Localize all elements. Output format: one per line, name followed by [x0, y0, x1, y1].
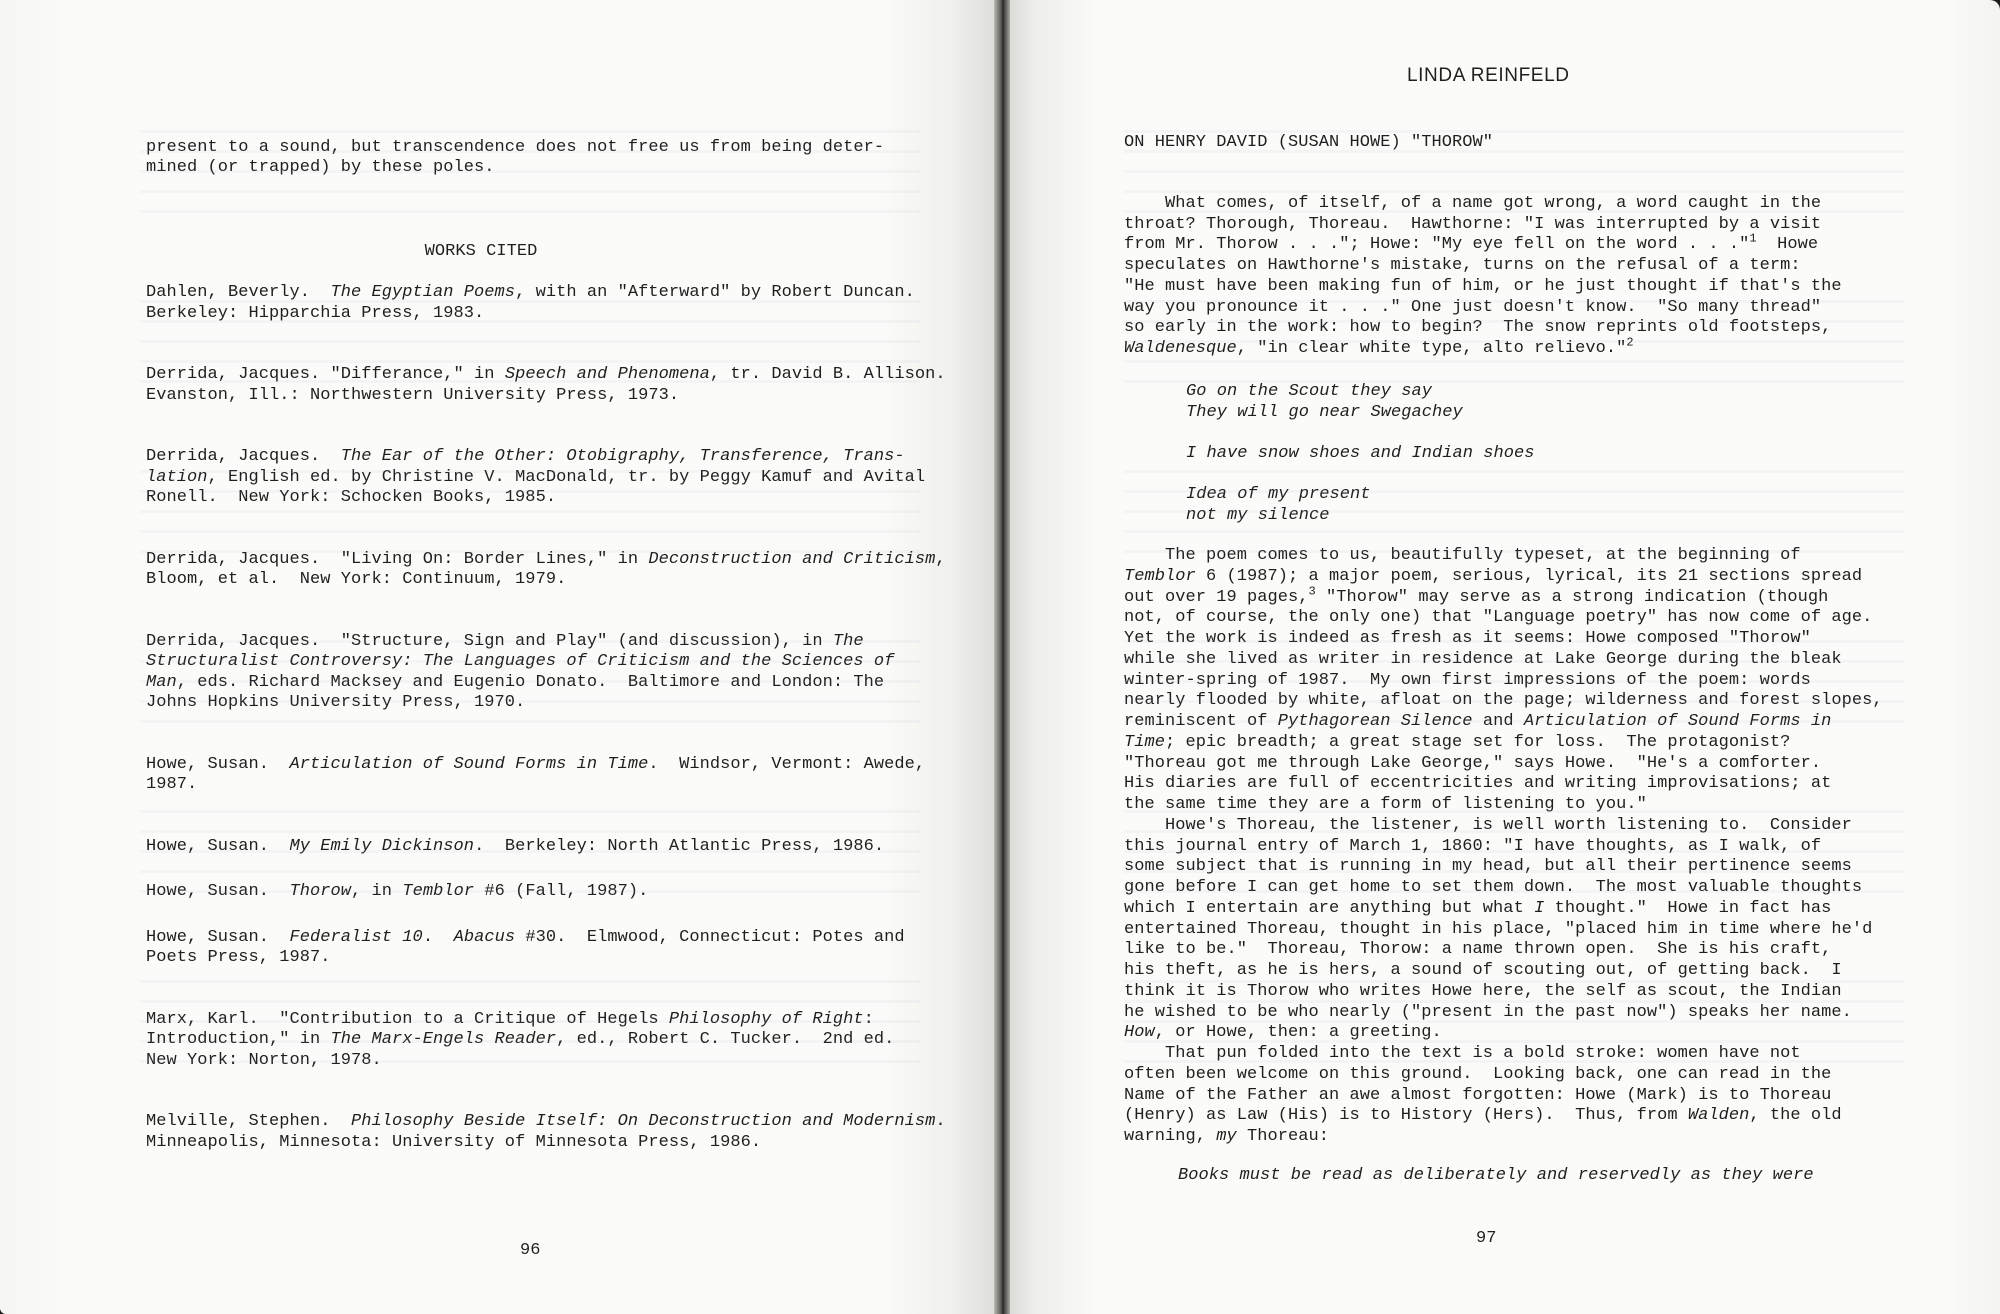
bleed-through-shading	[1124, 297, 1904, 390]
citation-text: . Berkeley: North Atlantic Press, 1986.	[474, 836, 885, 856]
text-run: often been welcome on this ground. Looking back, one can read in the	[1124, 1064, 1832, 1084]
text-run: way you pronounce it . . ." One just doesn't know. "So many thread"	[1124, 297, 1822, 317]
citation-text: Berkeley: Hipparchia Press, 1983.	[146, 303, 485, 323]
paragraph-line	[1124, 940, 1831, 960]
poem-line: They will go near Swegachey	[1186, 403, 1463, 422]
citation-text: .	[422, 927, 454, 947]
bleed-through-shading	[1124, 810, 1904, 900]
running-head: LINDA REINFELD	[1407, 65, 1570, 86]
text-run: he wished to be who nearly ("present in the past now") speaks her name.	[1124, 1002, 1852, 1022]
text-run: , the old	[1749, 1106, 1842, 1126]
citation-line	[146, 570, 566, 590]
citation-title: Abacus	[453, 927, 516, 947]
bleed-through-shading	[1124, 980, 1904, 1070]
citation-title: Speech and Phenomena	[504, 365, 710, 384]
text-run: Walden	[1687, 1106, 1750, 1126]
citation-text: . Windsor, Vermont: Awede,	[648, 754, 926, 774]
paragraph-line	[1124, 277, 1842, 297]
citation-text: New York: Norton, 1978.	[146, 1050, 382, 1070]
footnote-ref: 1	[1749, 231, 1757, 246]
citation-text: , tr. David B. Allison.	[709, 365, 946, 384]
citation-title: Philosophy Beside Itself: On Deconstruction and Modernism	[351, 1112, 936, 1131]
citation-line	[146, 447, 905, 467]
text-run: ; epic breadth; a great stage set for loss. The protagonist?	[1165, 732, 1791, 752]
right-page	[1004, 0, 2000, 1314]
citation-text: Howe, Susan.	[146, 754, 290, 774]
text-run: throat? Thorough, Thoreau. Hawthorne: "I was interrupted by a visit	[1124, 214, 1822, 234]
citation-text: Bloom, et al. New York: Continuum, 1979.	[146, 570, 567, 589]
paragraph-line	[1124, 899, 1831, 919]
footnote-ref: 3	[1308, 583, 1316, 598]
text-run: What comes, of itself, of a name got wrong, a word caught in the	[1124, 194, 1822, 213]
text-run: not, of course, the only one) that "Language poetry" has now come of age.	[1124, 608, 1873, 628]
bleed-through-shading	[140, 467, 920, 560]
citation-line	[146, 948, 331, 968]
citation-text: Ronell. New York: Schocken Books, 1985.	[146, 488, 557, 507]
citation-line	[146, 928, 905, 948]
works-cited-heading: WORKS CITED	[424, 242, 538, 261]
citation-title: The	[832, 631, 864, 651]
text-run: Howe's Thoreau, the listener, is well worth listening to. Consider	[1124, 815, 1852, 835]
text-run: Temblor	[1124, 566, 1196, 586]
bleed-through-shading	[140, 640, 920, 730]
text-run: I	[1534, 898, 1545, 918]
citation-line	[146, 1112, 946, 1132]
text-run: reminiscent of	[1124, 712, 1278, 731]
citation-title: Temblor	[402, 882, 475, 901]
text-run: nearly flooded by white, afloat on the page; wilderness and forest slopes,	[1124, 691, 1883, 711]
citation-text: Introduction," in	[146, 1030, 331, 1049]
citation-text: Howe, Susan.	[146, 882, 290, 901]
footnote-ref: 2	[1626, 335, 1634, 350]
citation-text: Howe, Susan.	[146, 836, 290, 856]
citation-title: Philosophy of Right	[668, 1009, 864, 1029]
block-quotation: Books must be read as deliberately and reservedly as they were	[1178, 1166, 1814, 1185]
paragraph-line	[1124, 231, 1819, 255]
citation-text: #30. Elmwood, Connecticut: Potes and	[515, 927, 905, 947]
paragraph-line	[1124, 567, 1862, 587]
citation-text: .	[935, 1112, 946, 1131]
text-run: his theft, as he is hers, a sound of scouting out, of getting back. I	[1124, 961, 1842, 980]
paragraph-line	[1124, 608, 1872, 628]
poem-line: Go on the Scout they say	[1186, 382, 1433, 401]
intro-line: mined (or trapped) by these poles.	[146, 158, 495, 177]
citation-text: , in	[351, 882, 403, 901]
citation-text: #6 (Fall, 1987).	[474, 882, 649, 901]
citation-text: ,	[935, 549, 946, 569]
citation-title: Thorow	[289, 882, 352, 901]
text-run: which I entertain are anything but what	[1124, 898, 1535, 918]
bleed-through-shading	[1124, 470, 1904, 560]
citation-text: Derrida, Jacques.	[146, 447, 341, 466]
citation-line	[146, 1133, 761, 1153]
text-run: Thoreau:	[1236, 1127, 1330, 1146]
text-run: speculates on Hawthorne's mistake, turns on the refusal of a term:	[1124, 256, 1801, 276]
text-run: (Henry) as Law (His) is to History (Hers). Thus, from	[1124, 1106, 1688, 1126]
text-run: "He must have been making fun of him, or he just thought if that's the	[1124, 276, 1842, 296]
page-number-right: 97	[1476, 1229, 1497, 1248]
text-run: Howe	[1756, 235, 1819, 255]
citation-text: Derrida, Jacques. "Living On: Border Lines," in	[146, 549, 649, 569]
citation-title: The Egyptian Poems	[330, 283, 516, 302]
text-run: Pythagorean Silence	[1277, 712, 1473, 731]
text-run: "Thoreau got me through Lake George," says Howe. "He's a comforter.	[1124, 753, 1822, 773]
text-run: like to be." Thoreau, Thorow: a name thrown open. She is his craft,	[1124, 940, 1832, 960]
text-run: "Thorow" may serve as a strong indication (though	[1315, 587, 1829, 607]
text-run: , or Howe, then: a greeting.	[1154, 1023, 1442, 1043]
text-run: entertained Thoreau, thought in his place, "placed him in time where he'd	[1124, 919, 1873, 939]
page-number-left: 96	[520, 1241, 541, 1260]
citation-text: , with an "Afterward" by Robert Duncan.	[515, 283, 915, 302]
text-run: Time	[1124, 732, 1166, 752]
citation-text: Derrida, Jacques. "Differance," in	[146, 365, 505, 384]
paragraph-line	[1124, 1086, 1831, 1106]
paragraph-line	[1124, 920, 1872, 940]
paragraph-line	[1124, 1127, 1329, 1147]
paragraph-line	[1124, 733, 1790, 753]
text-run: this journal entry of March 1, 1860: "I have thoughts, as I walk, of	[1124, 836, 1822, 856]
paragraph-line	[1124, 1106, 1842, 1126]
citation-text: 1987.	[146, 775, 198, 794]
citation-line	[146, 775, 197, 795]
bleed-through-shading	[140, 130, 920, 220]
poem-line: Idea of my present	[1186, 485, 1371, 504]
citation-text: Evanston, Ill.: Northwestern University Press, 1973.	[146, 385, 680, 405]
citation-title: My Emily Dickinson	[289, 836, 475, 856]
citation-title: lation	[146, 467, 208, 487]
citation-text: Marx, Karl. "Contribution to a Critique of Hegels	[146, 1009, 669, 1029]
text-run: Name of the Father an awe almost forgotten: Howe (Mark) is to Thoreau	[1124, 1085, 1832, 1105]
text-run: How	[1124, 1023, 1155, 1043]
text-run: and	[1472, 712, 1524, 731]
intro-line: present to a sound, but transcendence does not free us from being deter-	[146, 138, 885, 157]
text-run: warning,	[1124, 1127, 1217, 1146]
text-run: out over 19 pages,	[1124, 587, 1309, 607]
paragraph-line	[1124, 256, 1801, 276]
text-run: from Mr. Thorow . . ."; Howe: "My eye fell on the word . . ."	[1124, 235, 1750, 255]
bleed-through-shading	[1124, 130, 1904, 220]
text-run: so early in the work: how to begin? The snow reprints old footsteps,	[1124, 318, 1832, 338]
citation-title: The Ear of the Other: Otobigraphy, Transference, Trans-	[340, 447, 905, 466]
text-run: my	[1216, 1127, 1237, 1146]
text-run: The poem comes to us, beautifully typeset, at the beginning of	[1124, 546, 1801, 565]
text-run: while she lived as writer in residence at Lake George during the bleak	[1124, 649, 1842, 669]
citation-title: Articulation of Sound Forms in Time	[289, 754, 649, 774]
bleed-through-shading	[140, 980, 920, 1070]
bleed-through-shading	[140, 300, 920, 390]
text-run: thought." Howe in fact has	[1544, 898, 1832, 918]
text-run: That pun folded into the text is a bold stroke: women have not	[1124, 1044, 1801, 1063]
book-gutter	[994, 0, 1010, 1314]
text-run: His diaries are full of eccentricities and writing improvisations; at	[1124, 774, 1832, 794]
citation-title: Federalist 10	[289, 927, 423, 947]
paragraph-line	[1124, 754, 1821, 774]
citation-line	[146, 755, 925, 775]
citation-text: Poets Press, 1987.	[146, 948, 331, 967]
citation-text: Melville, Stephen.	[146, 1112, 352, 1131]
text-run: Yet the work is indeed as fresh as it seems: Howe composed "Thorow"	[1124, 629, 1811, 648]
citation-title: The Marx-Engels Reader	[330, 1030, 557, 1049]
poem-line: not my silence	[1186, 506, 1330, 525]
text-run: think it is Thorow who writes Howe here, the self as scout, the Indian	[1124, 981, 1842, 1001]
citation-text: :	[863, 1009, 874, 1029]
citation-title: Man	[146, 672, 177, 692]
text-run: Articulation of Sound Forms in	[1523, 712, 1832, 731]
bleed-through-shading	[1124, 640, 1904, 730]
text-run: the same time they are a form of listening to you."	[1124, 795, 1647, 814]
essay-title: ON HENRY DAVID (SUSAN HOWE) "THOROW"	[1124, 133, 1494, 152]
text-run: gone before I can get home to set them down. The most valuable thoughts	[1124, 878, 1863, 897]
bleed-through-shading	[140, 810, 920, 900]
text-run: 6 (1987); a major poem, serious, lyrical, its 21 sections spread	[1195, 566, 1863, 586]
paragraph-line	[1124, 583, 1829, 608]
citation-text: Minneapolis, Minnesota: University of Minnesota Press, 1986.	[146, 1132, 762, 1152]
text-run: some subject that is running in my head, but all their pertinence seems	[1124, 857, 1852, 877]
poem-line: I have snow shoes and Indian shoes	[1186, 444, 1535, 463]
text-run: , "in clear white type, alto relievo."	[1236, 338, 1627, 358]
citation-text: , eds. Richard Macksey and Eugenio Donato. Baltimore and London: The	[176, 672, 885, 692]
paragraph-line	[1124, 774, 1831, 794]
text-run: winter-spring of 1987. My own first impressions of the poem: words	[1124, 670, 1811, 690]
citation-text: , English ed. by Christine V. MacDonald, tr. by Peggy Kamuf and Avital	[207, 467, 926, 487]
citation-text: , ed., Robert C. Tucker. 2nd ed.	[556, 1030, 895, 1049]
text-run: Waldenesque	[1124, 338, 1237, 358]
citation-text: Howe, Susan.	[146, 927, 290, 947]
citation-text: Derrida, Jacques. "Structure, Sign and Play" (and discussion), in	[146, 631, 833, 651]
citation-title: Deconstruction and Criticism	[648, 549, 936, 569]
paragraph-line	[1124, 961, 1842, 981]
citation-text: Johns Hopkins University Press, 1970.	[146, 693, 526, 712]
citation-text: Dahlen, Beverly.	[146, 283, 331, 302]
citation-title: Structuralist Controversy: The Languages of Criticism and the Sciences of	[146, 652, 895, 671]
